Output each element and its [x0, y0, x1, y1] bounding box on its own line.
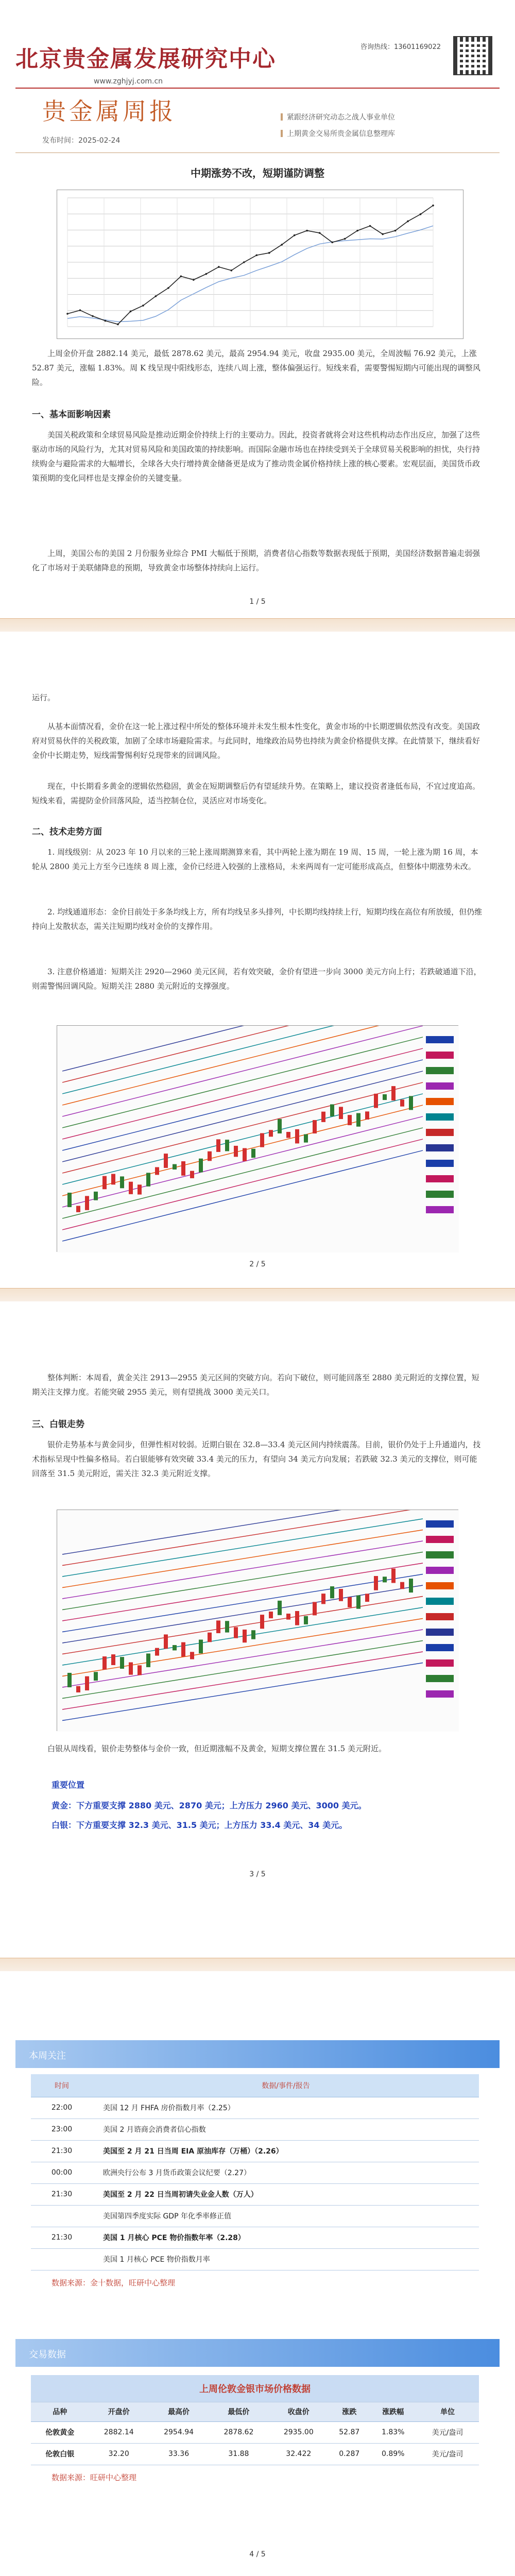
market-header-cell: 开盘价 — [89, 2402, 149, 2421]
table-row — [31, 2183, 479, 2205]
tech-point-2: 2. 均线通道形态：金价目前处于多条均线上方，所有均线呈多头排列，中长期均线持续上行，短期均线在高位有所放缓，但仍维持向上发散状态，需关注短期均线对金价的支撑作用。 — [32, 907, 483, 931]
candle — [67, 1193, 72, 1207]
price-tag — [426, 1144, 454, 1151]
event-desc: 欧洲央行公布 3 月货币政策会议纪要（2.27） — [93, 2162, 479, 2183]
price-tag — [426, 1067, 454, 1074]
market-header-cell: 最低价 — [209, 2402, 268, 2421]
data-point — [281, 244, 283, 246]
tech-point-1: 1. 周线级别：从 2023 年 10 月以来的三轮上涨周期测算来看，其中两轮上涨为期在 19 周、15 周，一轮上涨为期 16 周，本轮从 2800 美元上方至今已连续 8 周上涨，金价已经进入较强的上涨格局，未来两周有一定可能形成高点，但整体中期涨势未改。 — [32, 848, 478, 871]
page-number: 4 / 5 — [249, 2550, 266, 2558]
page-number: 1 / 5 — [249, 598, 266, 606]
data-point — [268, 252, 270, 254]
event-time: 00:00 — [31, 2162, 93, 2183]
candle — [173, 1645, 177, 1650]
candle — [391, 1569, 396, 1583]
candle — [330, 1104, 334, 1116]
continued-text: 运行。 — [32, 693, 56, 702]
candle — [102, 1176, 107, 1190]
candle — [321, 1112, 325, 1122]
org-title: 北京贵金属发展研究中心 — [15, 46, 276, 72]
market-cell: 31.88 — [209, 2443, 268, 2465]
market-caption: 上周伦敦金银市场价格数据 — [31, 2375, 479, 2402]
price-tag — [426, 1644, 454, 1651]
market-cell: 美元/盎司 — [416, 2421, 479, 2443]
price-tag — [426, 1613, 454, 1620]
price-tag — [426, 1551, 454, 1558]
candle — [391, 1086, 396, 1100]
candle — [251, 1149, 255, 1158]
market-cell: 2954.94 — [149, 2421, 209, 2443]
candle — [304, 1134, 308, 1143]
candle — [146, 1653, 150, 1667]
candle — [286, 1614, 290, 1620]
tagline-2: 上期黄金交易所贵金属信息整理库 — [287, 130, 395, 138]
key-levels-silver: 白银：下方重要支撑 32.3 美元、31.5 美元；上方压力 33.4 美元、34 美元。 — [52, 1820, 348, 1830]
price-tag — [426, 1536, 454, 1543]
table-row — [31, 2227, 479, 2248]
event-time — [31, 2248, 93, 2270]
candle — [129, 1663, 133, 1675]
candle — [269, 1130, 273, 1137]
candle — [383, 1094, 387, 1100]
data-point — [193, 279, 195, 281]
data-point — [205, 273, 208, 275]
data-point — [230, 269, 232, 272]
price-tag — [426, 1052, 454, 1059]
candle — [76, 1686, 80, 1692]
price-tag — [426, 1191, 454, 1198]
table-row — [31, 2421, 479, 2443]
candle — [216, 1139, 220, 1152]
paragraph-5: 整体判断：本周看，黄金关注 2913—2955 美元区间的突破方向。若向下破位，则可能回落至 2880 美元附近的支撑位置，短期关注支撑力度。若能突破 2955 美元，则有望挑战 3000 美元关口。 — [32, 1373, 479, 1397]
section-heading-1: 一、基本面影响因素 — [32, 410, 111, 420]
candle — [208, 1151, 212, 1161]
price-tag — [426, 1659, 454, 1667]
candle — [269, 1612, 273, 1618]
price-tag — [426, 1598, 454, 1605]
market-cell: 伦敦黄金 — [31, 2421, 89, 2443]
data-point — [356, 230, 358, 232]
key-levels-gold: 黄金：下方重要支撑 2880 美元、2870 美元；上方压力 2960 美元、3000 美元。 — [52, 1801, 367, 1810]
price-tag — [426, 1098, 454, 1105]
market-header-cell: 品种 — [31, 2402, 89, 2421]
price-tag — [426, 1206, 454, 1213]
candle — [190, 1171, 194, 1178]
data-point — [394, 230, 397, 232]
candle — [304, 1616, 308, 1624]
data-point — [92, 315, 94, 317]
page-headline: 中期涨势不改，短期谨防调整 — [191, 167, 324, 179]
page-footer — [0, 618, 515, 632]
candle — [164, 1154, 168, 1168]
gold-weekly-chart — [57, 1025, 458, 1252]
price-tag — [426, 1629, 454, 1636]
candle — [278, 1601, 282, 1615]
calendar-source: 数据来源：金十数据，旺研中心整理 — [52, 2278, 176, 2287]
market-header-cell: 涨跌幅 — [370, 2402, 416, 2421]
event-time: 23:00 — [31, 2119, 93, 2140]
event-time: 22:00 — [31, 2097, 93, 2119]
candle — [164, 1634, 168, 1649]
candle — [234, 1146, 238, 1157]
market-cell: 伦敦白银 — [31, 2443, 89, 2465]
header-divider-2 — [15, 152, 500, 153]
candle — [85, 1196, 89, 1210]
event-desc: 美国 1 月核心 PCE 物价指数月率 — [93, 2248, 479, 2270]
data-point — [331, 242, 333, 244]
candle — [225, 1621, 229, 1632]
table-row — [31, 2119, 479, 2140]
contact-info — [360, 41, 441, 54]
paragraph-7: 白银从周线看，银价走势整体与金价一致，但近期涨幅不及黄金，短期支撑位置在 31.5 美元附近。 — [47, 1744, 386, 1753]
section-heading-2: 二、技术走势方面 — [32, 827, 102, 837]
data-point — [155, 295, 157, 297]
candle — [94, 1672, 98, 1681]
data-point — [66, 313, 68, 315]
candle — [365, 1594, 369, 1602]
price-tag — [426, 1113, 454, 1121]
candle — [181, 1642, 185, 1657]
price-tag — [426, 1675, 454, 1682]
market-cell: 1.83% — [370, 2421, 416, 2443]
lead-paragraph: 上周金价开盘 2882.14 美元，最低 2878.62 美元，最高 2954.94 美元，收盘 2935.00 美元，全周波幅 76.92 美元，上涨 52.87 美元，涨幅 1.83%。周 K 线呈现中阳线形态，连续八周上涨，整体偏强运行。短线来看，需要警惕短期内可能出现的调整风险。 — [32, 349, 480, 387]
price-tag — [426, 1690, 454, 1698]
candle — [400, 1582, 404, 1589]
org-url[interactable]: www.zghjyj.com.cn — [94, 77, 163, 86]
market-cell: 33.36 — [149, 2443, 209, 2465]
data-point — [344, 238, 346, 240]
data-point — [218, 266, 220, 268]
candle — [190, 1652, 194, 1659]
candle — [339, 1589, 343, 1601]
page-number: 3 / 5 — [249, 1870, 266, 1878]
candle — [321, 1594, 325, 1604]
chart-bg — [57, 1510, 459, 1732]
price-tag — [426, 1036, 454, 1043]
candle — [120, 1176, 124, 1188]
candle — [85, 1676, 89, 1690]
data-point — [142, 304, 144, 307]
price-tag — [426, 1160, 454, 1167]
cal-header-event: 数据/事件/报告 — [93, 2074, 479, 2097]
silver-chart — [57, 1510, 458, 1731]
candle — [286, 1132, 290, 1138]
event-desc: 美国 1 月核心 PCE 物价指数年率（2.28） — [93, 2227, 479, 2248]
data-point — [294, 234, 296, 236]
gold-price-chart-svg — [57, 190, 464, 340]
market-data-table — [31, 2375, 479, 2465]
candle — [120, 1657, 124, 1669]
candle — [251, 1630, 255, 1639]
paragraph-2: 上周，美国公布的美国 2 月份服务业综合 PMI 大幅低于预期，消费者信心指数等数据表现低于预期，美国经济数据普遍走弱强化了市场对于美联储降息的预期，导致黄金市场整体持续向上运行。 — [32, 549, 480, 572]
market-header-cell: 单位 — [416, 2402, 479, 2421]
event-time: 21:30 — [31, 2183, 93, 2205]
candle — [76, 1206, 80, 1212]
candle — [295, 1611, 299, 1625]
contact-label: 咨询热线： — [360, 43, 394, 51]
candle — [374, 1576, 378, 1590]
tagline-1: 紧跟经济研究动态之战人事业单位 — [287, 113, 395, 122]
candle — [155, 1167, 159, 1175]
table-row — [31, 2443, 479, 2465]
cal-header-time: 时间 — [31, 2074, 93, 2097]
market-banner — [15, 2339, 500, 2367]
data-point — [255, 255, 258, 257]
candle — [208, 1633, 212, 1642]
candle — [199, 1640, 203, 1654]
candle — [348, 1115, 352, 1125]
data-point — [130, 311, 132, 313]
price-tag — [426, 1082, 454, 1090]
event-desc: 美国第四季度实际 GDP 年化季率修正值 — [93, 2205, 479, 2227]
price-tag — [426, 1567, 454, 1574]
candle — [111, 1654, 115, 1665]
publish-date: 发布时间：2025-02-24 — [42, 137, 121, 145]
market-header-cell: 涨跌 — [329, 2402, 370, 2421]
candle — [330, 1586, 334, 1598]
market-cell: 0.287 — [329, 2443, 370, 2465]
paragraph-4: 现在，中长期看多黄金的逻辑依然稳固，黄金在短期调整后仍有望延续升势。在策略上，建议投资者逢低布局，不宜过度追高。短线来看，需提防金价回落风险，适当控制仓位，灵活应对市场变化。 — [32, 782, 480, 805]
report-page-2 — [0, 670, 515, 1340]
event-time: 21:30 — [31, 2227, 93, 2248]
candle — [173, 1164, 177, 1170]
data-point — [369, 225, 371, 227]
chart-bg — [57, 1026, 459, 1252]
data-point — [420, 213, 422, 215]
candle — [216, 1620, 220, 1633]
weekly-title: 贵金属周报 — [42, 97, 176, 125]
data-point — [432, 205, 434, 207]
candle — [260, 1133, 264, 1147]
candle — [260, 1615, 264, 1629]
header-taglines — [281, 109, 395, 142]
candle — [199, 1159, 203, 1173]
table-row — [31, 2097, 479, 2119]
table-row — [31, 2205, 479, 2227]
data-point — [167, 287, 169, 289]
table-row — [31, 2140, 479, 2162]
tag-bar-icon — [281, 113, 283, 121]
market-cell: 52.87 — [329, 2421, 370, 2443]
header-divider — [15, 88, 500, 89]
report-page-1 — [0, 0, 515, 670]
data-point — [79, 309, 81, 311]
candle — [111, 1174, 115, 1185]
candle — [295, 1129, 299, 1144]
contact-phone: 13601169022 — [394, 43, 441, 51]
market-cell: 32.20 — [89, 2443, 149, 2465]
candle — [243, 1630, 247, 1642]
candle — [138, 1184, 142, 1194]
candle — [374, 1094, 378, 1108]
candle — [94, 1192, 98, 1200]
data-point — [319, 232, 321, 234]
candle — [243, 1148, 247, 1161]
candle — [138, 1665, 142, 1675]
candle — [313, 1120, 317, 1133]
event-desc: 美国 2 月谘商会消费者信心指数 — [93, 2119, 479, 2140]
table-row — [31, 2248, 479, 2270]
event-time: 21:30 — [31, 2140, 93, 2162]
page-footer — [0, 1958, 515, 1971]
event-desc: 美国至 2 月 21 日当周 EIA 原油库存（万桶）（2.26） — [93, 2140, 479, 2162]
data-point — [382, 233, 384, 235]
candle — [409, 1096, 413, 1110]
key-levels-title: 重要位置 — [52, 1780, 85, 1790]
market-cell: 2882.14 — [89, 2421, 149, 2443]
event-desc: 美国 12 月 FHFA 房价指数月率（2.25） — [93, 2097, 479, 2119]
candle — [225, 1140, 229, 1151]
candle — [348, 1597, 352, 1607]
report-page-4 — [0, 2009, 515, 2576]
price-tag — [426, 1582, 454, 1589]
data-point — [105, 320, 107, 322]
data-point — [306, 230, 308, 232]
paragraph-3: 从基本面情况看，金价在这一轮上涨过程中所处的整体环境并未发生根本性变化，黄金市场的中长期逻辑依然没有改变。美国政府对贸易伙伴的关税政策，加剧了全球市场避险需求。与此同时，地缘政治局势也持续为黄金价格提供支撑。在此情景下，继续看好金价中长期走势，短线需警惕利好兑现带来的回调风险。 — [32, 722, 480, 760]
candle — [356, 1113, 360, 1127]
event-time — [31, 2205, 93, 2227]
page-number: 2 / 5 — [249, 1260, 266, 1268]
market-cell: 32.422 — [269, 2443, 329, 2465]
candle — [234, 1627, 238, 1638]
market-banner-text: 交易数据 — [29, 2349, 66, 2360]
section-heading-3: 三、白银走势 — [32, 1419, 84, 1430]
market-cell: 0.89% — [370, 2443, 416, 2465]
data-point — [407, 221, 409, 223]
report-page-3 — [0, 1340, 515, 2009]
market-cell: 美元/盎司 — [416, 2443, 479, 2465]
candle — [278, 1119, 282, 1133]
page-footer — [0, 1288, 515, 1301]
market-header-cell: 收盘价 — [269, 2402, 329, 2421]
price-tag — [426, 1175, 454, 1182]
data-point — [117, 324, 119, 326]
candle — [155, 1648, 159, 1656]
calendar-banner-text: 本周关注 — [29, 2050, 66, 2061]
market-cell: 2935.00 — [269, 2421, 329, 2443]
qr-code-icon — [453, 36, 492, 75]
candle — [67, 1673, 72, 1687]
market-cell: 2878.62 — [209, 2421, 268, 2443]
paragraph-1: 美国关税政策和全球贸易风险是推动近期金价持续上行的主要动力。因此，投资者就将会对这些机构动态作出反应，加强了这些驱动市场的风险行为，尤其对贸易风险和美国政策的持续影响。而国际金融市场也在持续受到关于全球贸易关税影响的担忧，央行持续购金与避险需求的大幅增长，全球各大央行增持黄金储备更是成为了推动贵金属价格持续上涨的核心要素。宏观层面，美国货币政策预期的变化同样也是支撑金价的关键变量。 — [32, 430, 480, 483]
candle — [400, 1099, 404, 1107]
event-desc: 美国至 2 月 22 日当周初请失业金人数（万人） — [93, 2183, 479, 2205]
tech-point-3: 3. 注意价格通道：短期关注 2920—2960 美元区间，若有效突破，金价有望进一步向 3000 美元方向上行；若跌破通道下沿，则需警惕回调风险。短期关注 2880 美元附近的支撑强度。 — [32, 967, 482, 991]
event-calendar-table — [31, 2074, 479, 2270]
silver-chart-svg — [57, 1510, 459, 1732]
data-point — [180, 275, 182, 277]
candle — [383, 1577, 387, 1582]
table-row — [31, 2162, 479, 2183]
market-header-cell: 最高价 — [149, 2402, 209, 2421]
candle — [129, 1182, 133, 1194]
candle — [313, 1602, 317, 1615]
calendar-banner — [15, 2040, 500, 2068]
gold-weekly-chart-svg — [57, 1026, 459, 1252]
candle — [409, 1579, 413, 1592]
candle — [181, 1161, 185, 1176]
paragraph-6: 银价走势基本与黄金同步，但弹性相对较弱。近期白银在 32.8—33.4 美元区间内持续震荡。目前，银价仍处于上升通道内，技术指标呈现中性偏多格局。若白银能够有效突破 33.4 美元的压力，有望向 34 美元方向发展；若跌破 32.3 美元的支撑位，则可能回落至 31.5 美元附近，需关注 32.3 美元附近支撑。 — [32, 1440, 481, 1478]
candle — [356, 1596, 360, 1609]
candle — [339, 1107, 343, 1119]
candle — [365, 1111, 369, 1120]
data-point — [243, 261, 245, 263]
gold-price-chart — [57, 190, 464, 339]
price-tag — [426, 1129, 454, 1136]
market-source: 数据来源：旺研中心整理 — [52, 2473, 137, 2482]
tag-bar-icon — [281, 130, 283, 137]
price-tag — [426, 1520, 454, 1528]
candle — [102, 1656, 107, 1670]
candle — [146, 1173, 150, 1187]
